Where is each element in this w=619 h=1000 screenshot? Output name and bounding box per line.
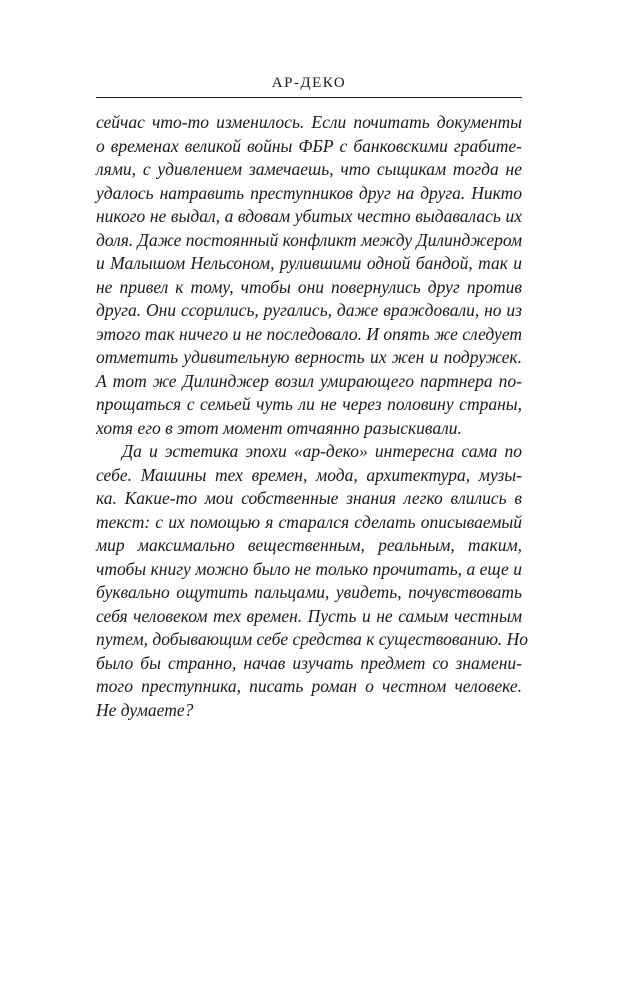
text-line: буквально ощутить пальцами, увидеть, почувствовать bbox=[96, 582, 522, 602]
text-line: лями, с удивлением замечаешь, что сыщикам тогда не bbox=[96, 159, 522, 179]
text-line: себя человеком тех времен. Пусть и не самым честным bbox=[96, 605, 522, 626]
text-line: прощаться с семьей чуть ли не через половину страны, bbox=[96, 394, 522, 414]
text-line: того преступника, писать роман о честном человеке. bbox=[96, 676, 522, 696]
text-line: доля. Даже постоянный конфликт между Дилинджером bbox=[96, 229, 523, 250]
paragraph bbox=[96, 111, 522, 440]
text-line: о временах великой войны ФБР с банковскими грабите- bbox=[96, 135, 522, 156]
text-line: Да и эстетика эпохи «ар-деко» интересна сама по bbox=[122, 441, 522, 461]
text-line: текст: с их помощью я старался сделать описываемый bbox=[96, 511, 522, 532]
text-line: друга. Они ссорились, ругались, даже враждовали, но из bbox=[96, 300, 522, 320]
text-line: не привел к тому, чтобы они повернулись друг против bbox=[96, 276, 522, 297]
text-line: Не думаете? bbox=[96, 699, 194, 720]
running-head: АР-ДЕКО bbox=[271, 75, 347, 91]
text-line: сейчас что-то изменилось. Если почитать документы bbox=[96, 112, 522, 132]
text-line: отметить удивительную верность их жен и подружек. bbox=[96, 347, 522, 367]
text-line: этого так ничего и не последовало. И опять же следует bbox=[96, 323, 522, 344]
text-line: мир максимально вещественным, реальным, таким, bbox=[96, 535, 522, 555]
text-line: себе. Машины тех времен, мода, архитектура, музы- bbox=[96, 464, 522, 485]
text-line: А тот же Дилинджер возил умирающего партнера по- bbox=[96, 370, 522, 391]
body-text bbox=[96, 111, 529, 722]
text-line: чтобы книгу можно было не только прочитать, а еще и bbox=[96, 558, 522, 579]
header-rule bbox=[96, 97, 522, 98]
text-line: путем, добывающим себе средства к существованию. Но bbox=[96, 629, 529, 649]
text-line: хотя его в этот момент отчаянно разыскивали. bbox=[96, 417, 462, 438]
text-line: и Малышом Нельсоном, рулившими одной бандой, так и bbox=[96, 253, 522, 273]
text-line: удалось натравить преступников друг на друга. Никто bbox=[96, 182, 522, 203]
text-line: никого не выдал, а вдовам убитых честно выдавалась их bbox=[96, 206, 522, 226]
paragraph bbox=[96, 440, 529, 722]
text-line: было бы странно, начав изучать предмет со знамени- bbox=[96, 652, 522, 673]
text-line: ка. Какие-то мои собственные знания легко влились в bbox=[96, 488, 522, 508]
